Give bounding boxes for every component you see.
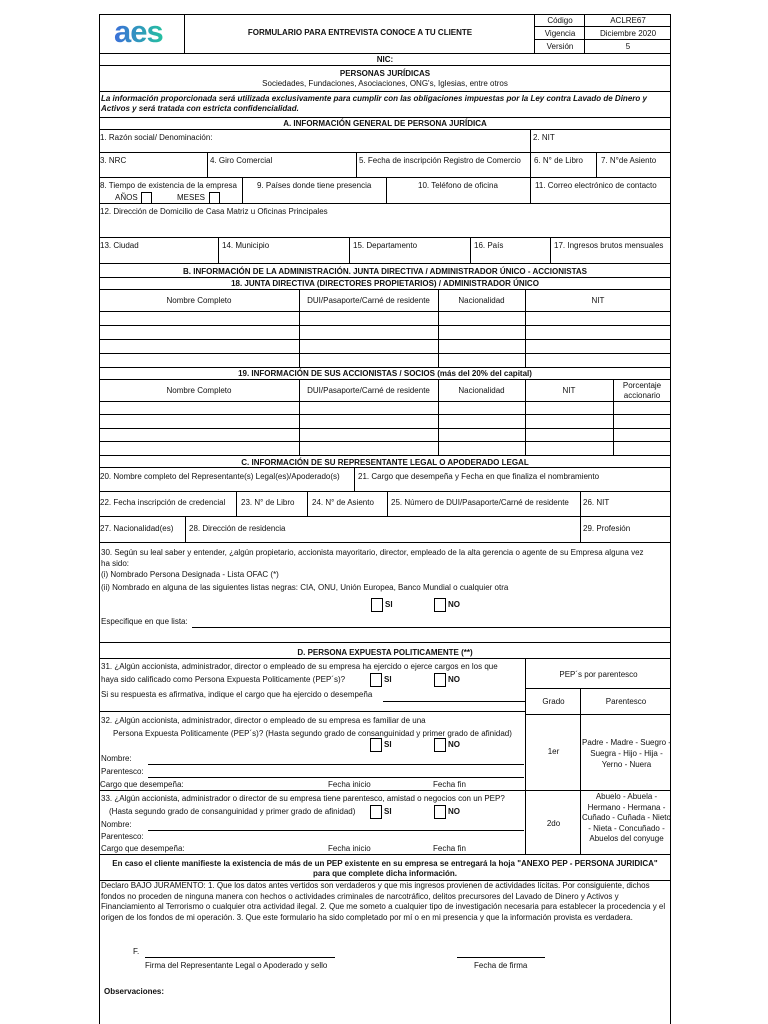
section-b-title: B. INFORMACIÓN DE LA ADMINISTRACIÓN. JUNTA DIRECTIVA / ADMINISTRADOR ÚNICO - ACCIONISTAS xyxy=(183,267,587,276)
q32-si-label: SI xyxy=(384,740,392,749)
table-row[interactable] xyxy=(99,354,671,368)
company-logo: aes xyxy=(114,14,163,49)
meta-version-value: 5 xyxy=(625,42,631,51)
q30-no-checkbox[interactable] xyxy=(434,598,446,612)
question-30-text: 30. Según su leal saber y entender, ¿algún propietario, accionista mayoritario, director, empleado de la alta gerencia o agente de su Empresa alguna vez xyxy=(101,548,644,557)
pep-grado-1: 1er xyxy=(547,747,560,756)
question-31-text: 31. ¿Algún accionista, administrador, director o empleado de su empresa ha ejercido o ejerce cargos en los que xyxy=(101,662,498,671)
column-header: Nombre Completo xyxy=(166,296,232,305)
label-nacionalidad: 27. Nacionalidad(es) xyxy=(100,524,174,533)
input-especifique-lista[interactable] xyxy=(192,627,670,628)
question-33-text: 33. ¿Algún accionista, administrador o director de su empresa tiene parentesco, amistad o negocios con un PEP? xyxy=(101,794,505,803)
label-meses: MESES xyxy=(177,193,206,202)
label-nrc: 3. NRC xyxy=(100,156,127,165)
table-18-title: 18. JUNTA DIRECTIVA (DIRECTORES PROPIETARIOS) / ADMINISTRADOR ÚNICO xyxy=(231,279,539,288)
sworn-declaration: Declaro BAJO JURAMENTO: 1. Que los datos antes vertidos son verdaderos y que mis ingresos provienen de actividades lícitas. Por consiguiente, dichos fondos no proceden de ninguna manera con hechos o actividades criminales de narcotráfico, delitos precursores del Lavado de Dinero y Activos y Financiamiento al Terrorismo o cualquier otra actividad ilegal. 2. Que me someto a cualquier tipo de investigación necesaria para establecer la procedencia y el origen de los fondos de mi operación. 3. Que este formulario ha sido completado por mí o en mi presencia y que la información provista es verdadera. xyxy=(101,881,666,922)
label-parentesco: Parentesco: xyxy=(101,767,144,776)
q32-no-label: NO xyxy=(448,740,460,749)
table-row[interactable] xyxy=(99,429,671,442)
meta-validity-label: Vigencia xyxy=(544,29,576,38)
label-numero-asiento: 7. N°de Asiento xyxy=(601,156,657,165)
question-30-option-i: (i) Nombrado Persona Designada - Lista OFAC (*) xyxy=(101,570,279,579)
label-direccion-domicilio: 12. Dirección de Domicilio de Casa Matriz u Oficinas Principales xyxy=(100,207,328,216)
label-credencial-asiento: 24. N° de Asiento xyxy=(312,498,374,507)
label-fecha-inicio: Fecha inicio xyxy=(328,844,371,853)
column-header: DUI/Pasaporte/Carné de residente xyxy=(307,386,430,395)
column-header: Nacionalidad xyxy=(458,386,505,395)
label-pais: 16. País xyxy=(474,241,504,250)
question-32-text: Persona Expuesta Politicamente (PEP´s)? (Hasta segundo grado de consanguinidad y primer grado de afinidad) xyxy=(113,729,512,738)
label-razon-social: 1. Razón social/ Denominación: xyxy=(100,133,213,142)
q30-si-label: SI xyxy=(385,600,393,609)
table-row[interactable] xyxy=(99,326,671,340)
intro-title: PERSONAS JURÍDICAS xyxy=(339,69,431,78)
label-fecha-inicio: Fecha inicio xyxy=(328,780,371,789)
q32-no-checkbox[interactable] xyxy=(434,738,446,752)
header-meta-table xyxy=(535,14,671,54)
label-nombre: Nombre: xyxy=(101,754,132,763)
label-cargo: Cargo que desempeña: xyxy=(100,780,184,789)
label-paises-presencia: 9. Países donde tiene presencia xyxy=(257,181,372,190)
q33-si-label: SI xyxy=(384,807,392,816)
column-header: Nacionalidad xyxy=(458,296,505,305)
table-19 xyxy=(99,380,671,456)
label-telefono-oficina: 10. Teléfono de oficina xyxy=(418,181,498,190)
table-row[interactable] xyxy=(99,415,671,429)
pep-relacion-2: Abuelo - Abuela - Hermano - Hermana - Cuñado - Cuñada - Nieto - Nieta - Concuñado - Abuelos del conyuge xyxy=(582,792,671,843)
question-32-text: 32. ¿Algún accionista, administrador, director o empleado de su empresa es familiar de una xyxy=(101,716,426,725)
pep-annex-notice: En caso el cliente manifieste la existencia de más de un PEP existente en su empresa se entregará la hoja "ANEXO PEP - PERSONA JURIDICA" xyxy=(112,859,658,868)
label-cargo: Cargo que desempeña: xyxy=(101,844,185,853)
question-31-text: haya sido calificado como Persona Expuesta Politicamente (PEP´s)? xyxy=(101,675,346,684)
label-credencial-libro: 23. N° de Libro xyxy=(241,498,295,507)
section-c-title: C. INFORMACIÓN DE SU REPRESENTANTE LEGAL O APODERADO LEGAL xyxy=(241,458,529,467)
label-fecha-inscripcion: 5. Fecha de inscripción Registro de Comercio xyxy=(359,156,521,165)
label-fecha-credencial: 22. Fecha inscripción de credencial xyxy=(100,498,226,507)
confidentiality-notice: La información proporcionada será utilizada exclusivamente para cumplir con las obligaciones impuestas por la Ley contra Lavado de Dinero y Activos y será tratada con estricta confidencialidad. xyxy=(101,94,647,113)
label-giro-comercial: 4. Giro Comercial xyxy=(210,156,273,165)
meta-validity-value: Diciembre 2020 xyxy=(599,29,657,38)
meta-code-label: Código xyxy=(547,16,573,25)
table-row[interactable] xyxy=(99,340,671,354)
input-meses[interactable] xyxy=(209,192,220,204)
signature-date-caption: Fecha de firma xyxy=(474,961,528,970)
observations-label: Observaciones: xyxy=(104,987,165,996)
meta-code-value: ACLRE67 xyxy=(610,16,646,25)
label-fecha-fin: Fecha fin xyxy=(433,844,466,853)
label-departamento: 15. Departamento xyxy=(353,241,418,250)
label-anios: AÑOS xyxy=(115,193,138,202)
label-ingresos-brutos: 17. Ingresos brutos mensuales xyxy=(554,241,664,250)
column-header: DUI/Pasaporte/Carné de residente xyxy=(307,296,430,305)
signature-date-line[interactable] xyxy=(457,957,545,958)
signature-caption: Firma del Representante Legal o Apoderado y sello xyxy=(145,961,328,970)
table-row[interactable] xyxy=(99,442,671,456)
pep-parentesco-title: PEP´s por parentesco xyxy=(559,670,638,679)
q31-si-checkbox[interactable] xyxy=(370,673,382,687)
pep-annex-notice: para que complete dicha información. xyxy=(312,869,458,878)
question-30-option-ii: (ii) Nombrado en alguna de las siguientes listas negras: CIA, ONU, Unión Europea, Banco Mundial o cualquier otra xyxy=(101,583,509,592)
table-row[interactable] xyxy=(99,312,671,326)
label-tiempo-existencia: 8. Tiempo de existencia de la empresa xyxy=(100,181,237,190)
label-nit: 2. NIT xyxy=(533,133,555,142)
intro-subtitle: Sociedades, Fundaciones, Asociaciones, ONG's, Iglesias, entre otros xyxy=(262,79,508,88)
question-30-block xyxy=(99,543,671,643)
q31-si-label: SI xyxy=(384,675,392,684)
q31-no-checkbox[interactable] xyxy=(434,673,446,687)
label-especifique-lista: Especifique en que lista: xyxy=(101,617,188,626)
question-33-text: (Hasta segundo grado de consanguinidad y primer grado de afinidad) xyxy=(109,807,356,816)
label-profesion: 29. Profesión xyxy=(583,524,631,533)
question-31-followup: Si su respuesta es afirmativa, indique el cargo que ha ejercido o desempeña xyxy=(101,690,373,699)
input-cargo-pep[interactable] xyxy=(383,701,526,702)
column-header-percent: accionario xyxy=(623,391,661,400)
input-nombre[interactable] xyxy=(148,830,524,831)
question-30-text: ha sido: xyxy=(101,559,130,568)
column-header: NIT xyxy=(591,296,605,305)
label-documento-identidad: 25. Número de DUI/Pasaporte/Carné de residente xyxy=(391,498,569,507)
label-representante-cargo: 21. Cargo que desempeña y Fecha en que finaliza el nombramiento xyxy=(358,472,600,481)
section-d-title: D. PERSONA EXPUESTA POLITICAMENTE (**) xyxy=(297,648,473,657)
q30-no-label: NO xyxy=(448,600,460,609)
label-municipio: 14. Municipio xyxy=(222,241,270,250)
q31-no-label: NO xyxy=(448,675,460,684)
signature-f-label: F. xyxy=(133,947,140,956)
column-header: NIT xyxy=(562,386,576,395)
meta-version-label: Versión xyxy=(546,42,574,51)
label-correo-contacto: 11. Correo electrónico de contacto xyxy=(535,181,657,190)
section-a-title: A. INFORMACIÓN GENERAL DE PERSONA JURÍDICA xyxy=(283,119,487,128)
table-row[interactable] xyxy=(99,402,671,415)
label-ciudad: 13. Ciudad xyxy=(100,241,139,250)
label-fecha-fin: Fecha fin xyxy=(433,780,466,789)
q33-no-checkbox[interactable] xyxy=(434,805,446,819)
pep-col-parentesco-label: Parentesco xyxy=(605,697,647,706)
pep-col-grado-label: Grado xyxy=(542,697,565,706)
q32-si-checkbox[interactable] xyxy=(370,738,382,752)
input-anios[interactable] xyxy=(141,192,152,204)
table-18 xyxy=(99,290,671,368)
q33-no-label: NO xyxy=(448,807,460,816)
pep-grado-2: 2do xyxy=(546,819,561,828)
nic-label: NIC: xyxy=(376,55,394,64)
label-parentesco: Parentesco: xyxy=(101,832,144,841)
input-nombre[interactable] xyxy=(148,764,524,765)
table-19-title: 19. INFORMACIÓN DE SUS ACCIONISTAS / SOCIOS (más del 20% del capital) xyxy=(238,369,532,378)
column-header-percent: Porcentaje xyxy=(622,381,662,390)
signature-line[interactable] xyxy=(145,957,335,958)
form-title: FORMULARIO PARA ENTREVISTA CONOCE A TU CLIENTE xyxy=(247,28,473,37)
label-representante-nit: 26. NIT xyxy=(583,498,610,507)
label-direccion-residencia: 28. Dirección de residencia xyxy=(189,524,286,533)
label-nombre: Nombre: xyxy=(101,820,132,829)
label-numero-libro: 6. N° de Libro xyxy=(534,156,584,165)
q30-si-checkbox[interactable] xyxy=(371,598,383,612)
column-header: Nombre Completo xyxy=(166,386,232,395)
pep-relacion-1: Padre - Madre - Suegro - Suegra - Hijo - Hija - Yerno - Nuera xyxy=(582,738,671,769)
label-representante-nombre: 20. Nombre completo del Representante(s) Legal(es)/Apoderado(s) xyxy=(100,472,340,481)
input-parentesco[interactable] xyxy=(148,777,524,778)
q33-si-checkbox[interactable] xyxy=(370,805,382,819)
